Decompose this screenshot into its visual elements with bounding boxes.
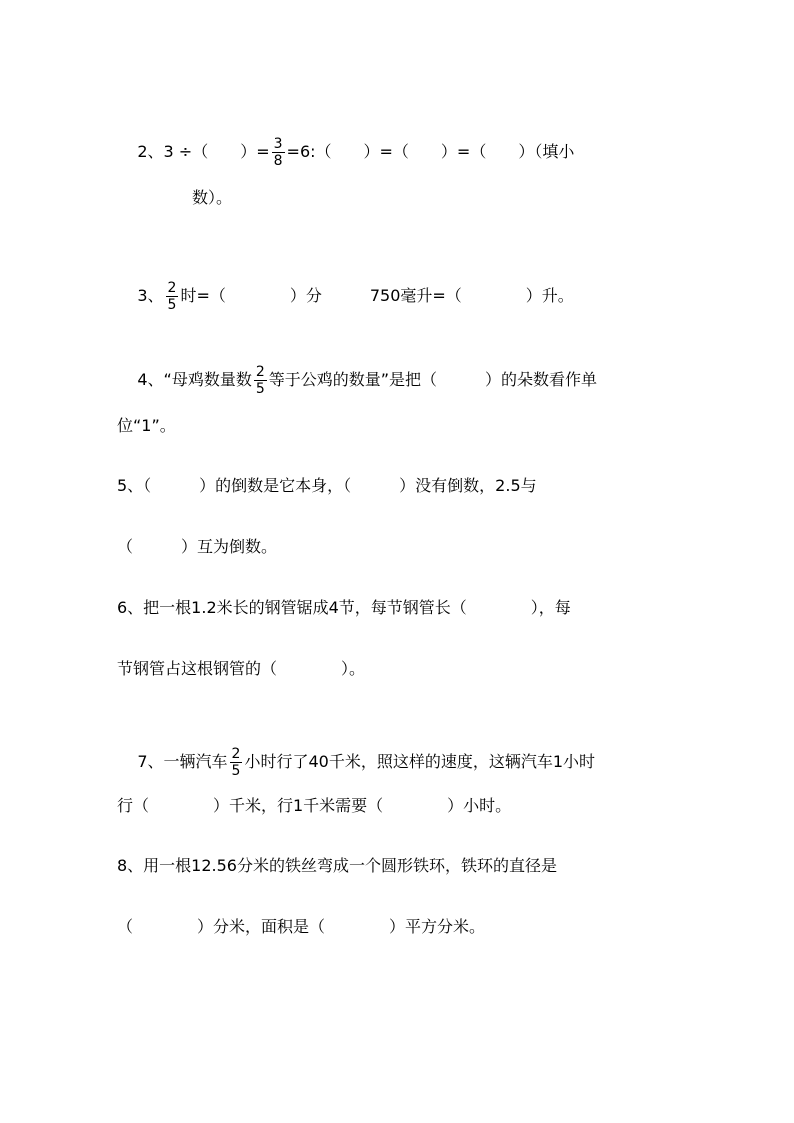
question-6-line-1: 6、把一根1.2米长的钢管锯成4节，每节钢管长（ ），每 bbox=[117, 598, 571, 617]
question-2-line-2: 数）。 bbox=[192, 188, 233, 207]
q4-text-b: 等于公鸡的数量”是把（ ）的朵数看作单 bbox=[268, 370, 598, 389]
q3-text: 时=（ ）分 750毫升=（ ）升。 bbox=[180, 286, 574, 305]
q3-fraction-numerator: 2 bbox=[167, 280, 177, 296]
q4-fraction bbox=[254, 364, 267, 397]
q4-fraction-denominator: 5 bbox=[255, 381, 265, 397]
q4-fraction-numerator: 2 bbox=[255, 364, 265, 380]
q2-fraction-denominator: 8 bbox=[273, 153, 283, 169]
q2-fraction bbox=[272, 136, 285, 169]
question-3 bbox=[117, 260, 574, 333]
question-8-line-1: 8、用一根12.56分米的铁丝弯成一个圆形铁环，铁环的直径是 bbox=[117, 856, 557, 875]
question-6-line-2: 节钢管占这根钢管的（ ）。 bbox=[117, 659, 366, 678]
question-4-line-1 bbox=[117, 344, 597, 417]
question-7-line-2: 行（ ）千米，行1千米需要（ ）小时。 bbox=[117, 796, 512, 815]
q3-fraction-denominator: 5 bbox=[167, 297, 177, 313]
q7-fraction-numerator: 2 bbox=[231, 746, 241, 762]
q2-text-b: =6:（ ）=（ ）=（ ）（填小 bbox=[286, 142, 575, 161]
q2-fraction-numerator: 3 bbox=[273, 136, 283, 152]
q3-prefix: 3、 bbox=[137, 286, 164, 305]
q7-text: 小时行了40千米，照这样的速度，这辆汽车1小时 bbox=[244, 752, 595, 771]
question-8-line-2: （ ）分米，面积是（ ）平方分米。 bbox=[117, 917, 486, 936]
q2-text-a: 2、3 ÷（ ）= bbox=[137, 142, 270, 161]
question-2-line-1 bbox=[117, 116, 574, 189]
q7-prefix: 7、一辆汽车 bbox=[137, 752, 228, 771]
question-5-line-2: （ ）互为倒数。 bbox=[117, 537, 278, 556]
q3-fraction bbox=[166, 280, 179, 313]
q7-fraction bbox=[230, 746, 243, 779]
q7-fraction-denominator: 5 bbox=[231, 763, 241, 779]
question-5-line-1: 5、（ ）的倒数是它本身，（ ）没有倒数，2.5与 bbox=[117, 476, 537, 495]
question-4-line-2: 位“1”。 bbox=[117, 416, 176, 435]
q4-text-a: 4、“母鸡数量数 bbox=[137, 370, 252, 389]
question-7-line-1 bbox=[117, 726, 595, 799]
